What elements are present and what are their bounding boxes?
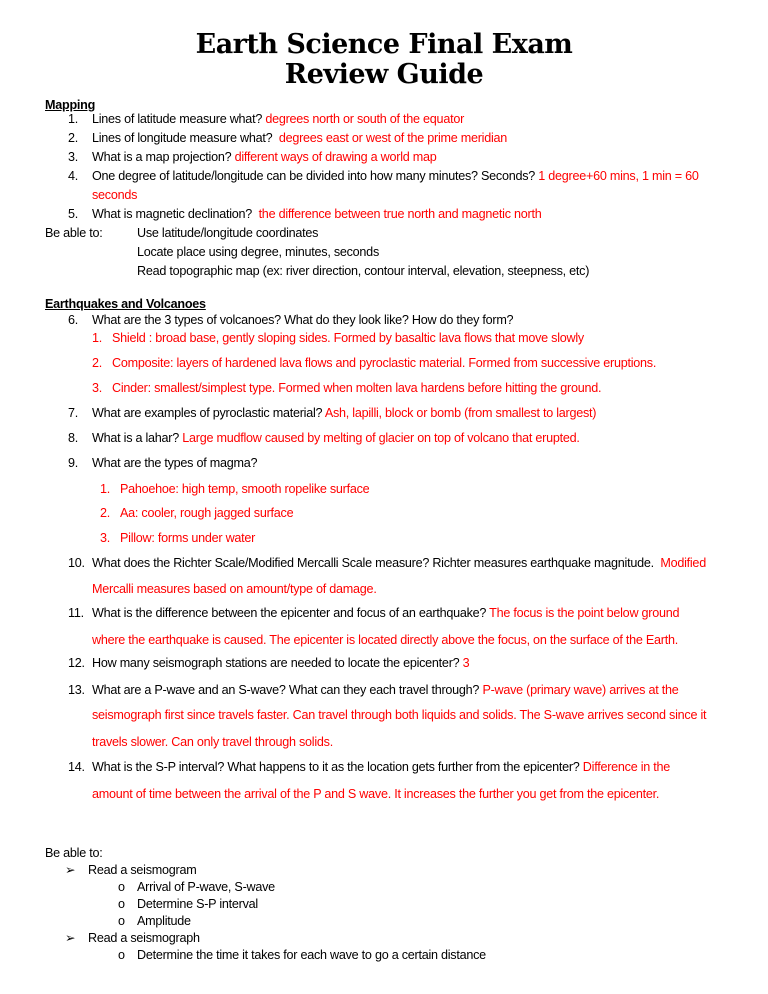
sub-text: Pahoehoe: high temp, smooth ropelike surface — [120, 482, 370, 496]
sub-skill-item: Determine the time it takes for each wave to go a certain distance — [137, 948, 486, 962]
be-able-to-label: Be able to: — [45, 846, 103, 860]
sub-number: 1. — [92, 331, 103, 345]
sub-skill-item: Amplitude — [137, 914, 191, 928]
skill-item: Read a seismograph — [88, 931, 200, 945]
sub-text: Shield : broad base, gently sloping sides. Formed by basaltic lava flows that move slowly — [112, 331, 584, 345]
question-number: 12. — [68, 656, 85, 670]
answer-continuation: Mercalli measures based on amount/type of damage. — [92, 582, 377, 596]
question-number: 14. — [68, 760, 85, 774]
question-text: What is the S-P interval? What happens to it as the location gets further from the epicenter? — [92, 760, 580, 774]
answer-text: degrees north or south of the equator — [265, 112, 465, 126]
answer-text: Ash, lapilli, block or bomb (from smallest to largest) — [324, 406, 597, 420]
answer-text: Modified — [660, 556, 706, 570]
answer-text: P-wave (primary wave) arrives at the — [482, 683, 679, 697]
question-number: 2. — [68, 131, 79, 145]
title-line-1: Earth Science Final Exam — [195, 29, 573, 60]
sub-text: Pillow: forms under water — [120, 531, 256, 545]
question-text: What is a map projection? — [92, 150, 232, 164]
sub-number: 1. — [100, 482, 111, 496]
circle-bullet-icon: o — [118, 948, 125, 962]
answer-text: the difference between true north and magnetic north — [258, 207, 542, 221]
answer-continuation: where the earthquake is caused. The epicenter is located directly above the focus, on the surface of the Earth. — [92, 633, 678, 647]
question-number: 7. — [68, 406, 79, 420]
question-number: 3. — [68, 150, 79, 164]
section-heading-earthquakes: Earthquakes and Volcanoes — [45, 297, 206, 311]
answer-text: Difference in the — [582, 760, 671, 774]
question-number: 1. — [68, 112, 79, 126]
sub-text: Composite: layers of hardened lava flows and pyroclastic material. Formed from successive eruptions. — [112, 356, 657, 370]
answer-text: 1 degree+60 mins, 1 min = 60 — [538, 169, 699, 183]
sub-skill-item: Arrival of P-wave, S-wave — [137, 880, 275, 894]
be-able-to-label: Be able to: — [45, 226, 103, 240]
answer-text: different ways of drawing a world map — [234, 150, 437, 164]
section-heading-mapping: Mapping — [45, 98, 96, 112]
question-text: One degree of latitude/longitude can be divided into how many minutes? Seconds? — [92, 169, 536, 183]
question-text: What are the types of magma? — [92, 456, 258, 470]
question-number: 11. — [68, 606, 84, 620]
question-number: 8. — [68, 431, 79, 445]
circle-bullet-icon: o — [118, 914, 125, 928]
sub-number: 3. — [100, 531, 111, 545]
question-text: What is the difference between the epicenter and focus of an earthquake? — [92, 606, 487, 620]
question-text: What are a P-wave and an S-wave? What can they each travel through? — [92, 683, 480, 697]
skill-item: Locate place using degree, minutes, seconds — [137, 245, 379, 259]
sub-number: 2. — [92, 356, 103, 370]
answer-text: 3 — [462, 656, 470, 670]
arrow-bullet-icon: ➢ — [65, 863, 76, 877]
answer-continuation: travels slower. Can only travel through solids. — [92, 735, 333, 749]
title-line-2: Review Guide — [284, 59, 484, 90]
sub-number: 2. — [100, 506, 111, 520]
question-text: Lines of latitude measure what? — [92, 112, 263, 126]
question-number: 10. — [68, 556, 85, 570]
question-text: What is a lahar? — [92, 431, 179, 445]
arrow-bullet-icon: ➢ — [65, 931, 76, 945]
sub-number: 3. — [92, 381, 103, 395]
skill-item: Read topographic map (ex: river direction, contour interval, elevation, steepness, etc) — [137, 264, 590, 278]
question-text: How many seismograph stations are needed to locate the epicenter? — [92, 656, 460, 670]
question-number: 4. — [68, 169, 79, 183]
answer-continuation: amount of time between the arrival of the P and S wave. It increases the further you get from the epicenter. — [92, 787, 660, 801]
question-number: 13. — [68, 683, 85, 697]
question-text: What does the Richter Scale/Modified Mercalli Scale measure? Richter measures earthquake magnitude. — [92, 556, 654, 570]
answer-continuation: seismograph first since travels faster. Can travel through both liquids and solids. The S-wave arrives second since it — [92, 708, 707, 722]
circle-bullet-icon: o — [118, 880, 125, 894]
question-text: What are the 3 types of volcanoes? What do they look like? How do they form? — [92, 313, 514, 327]
skill-item: Use latitude/longitude coordinates — [137, 226, 319, 240]
answer-continuation: seconds — [92, 188, 138, 202]
question-text: What are examples of pyroclastic material? — [92, 406, 323, 420]
question-number: 9. — [68, 456, 79, 470]
answer-text: Large mudflow caused by melting of glacier on top of volcano that erupted. — [182, 431, 580, 445]
skill-item: Read a seismogram — [88, 863, 197, 877]
answer-text: The focus is the point below ground — [489, 606, 680, 620]
answer-text: degrees east or west of the prime meridian — [278, 131, 508, 145]
sub-skill-item: Determine S-P interval — [137, 897, 258, 911]
sub-text: Cinder: smallest/simplest type. Formed when molten lava hardens before hitting the ground. — [112, 381, 602, 395]
question-number: 5. — [68, 207, 79, 221]
question-text: Lines of longitude measure what? — [92, 131, 273, 145]
sub-text: Aa: cooler, rough jagged surface — [120, 506, 294, 520]
circle-bullet-icon: o — [118, 897, 125, 911]
question-number: 6. — [68, 313, 79, 327]
question-text: What is magnetic declination? — [92, 207, 253, 221]
